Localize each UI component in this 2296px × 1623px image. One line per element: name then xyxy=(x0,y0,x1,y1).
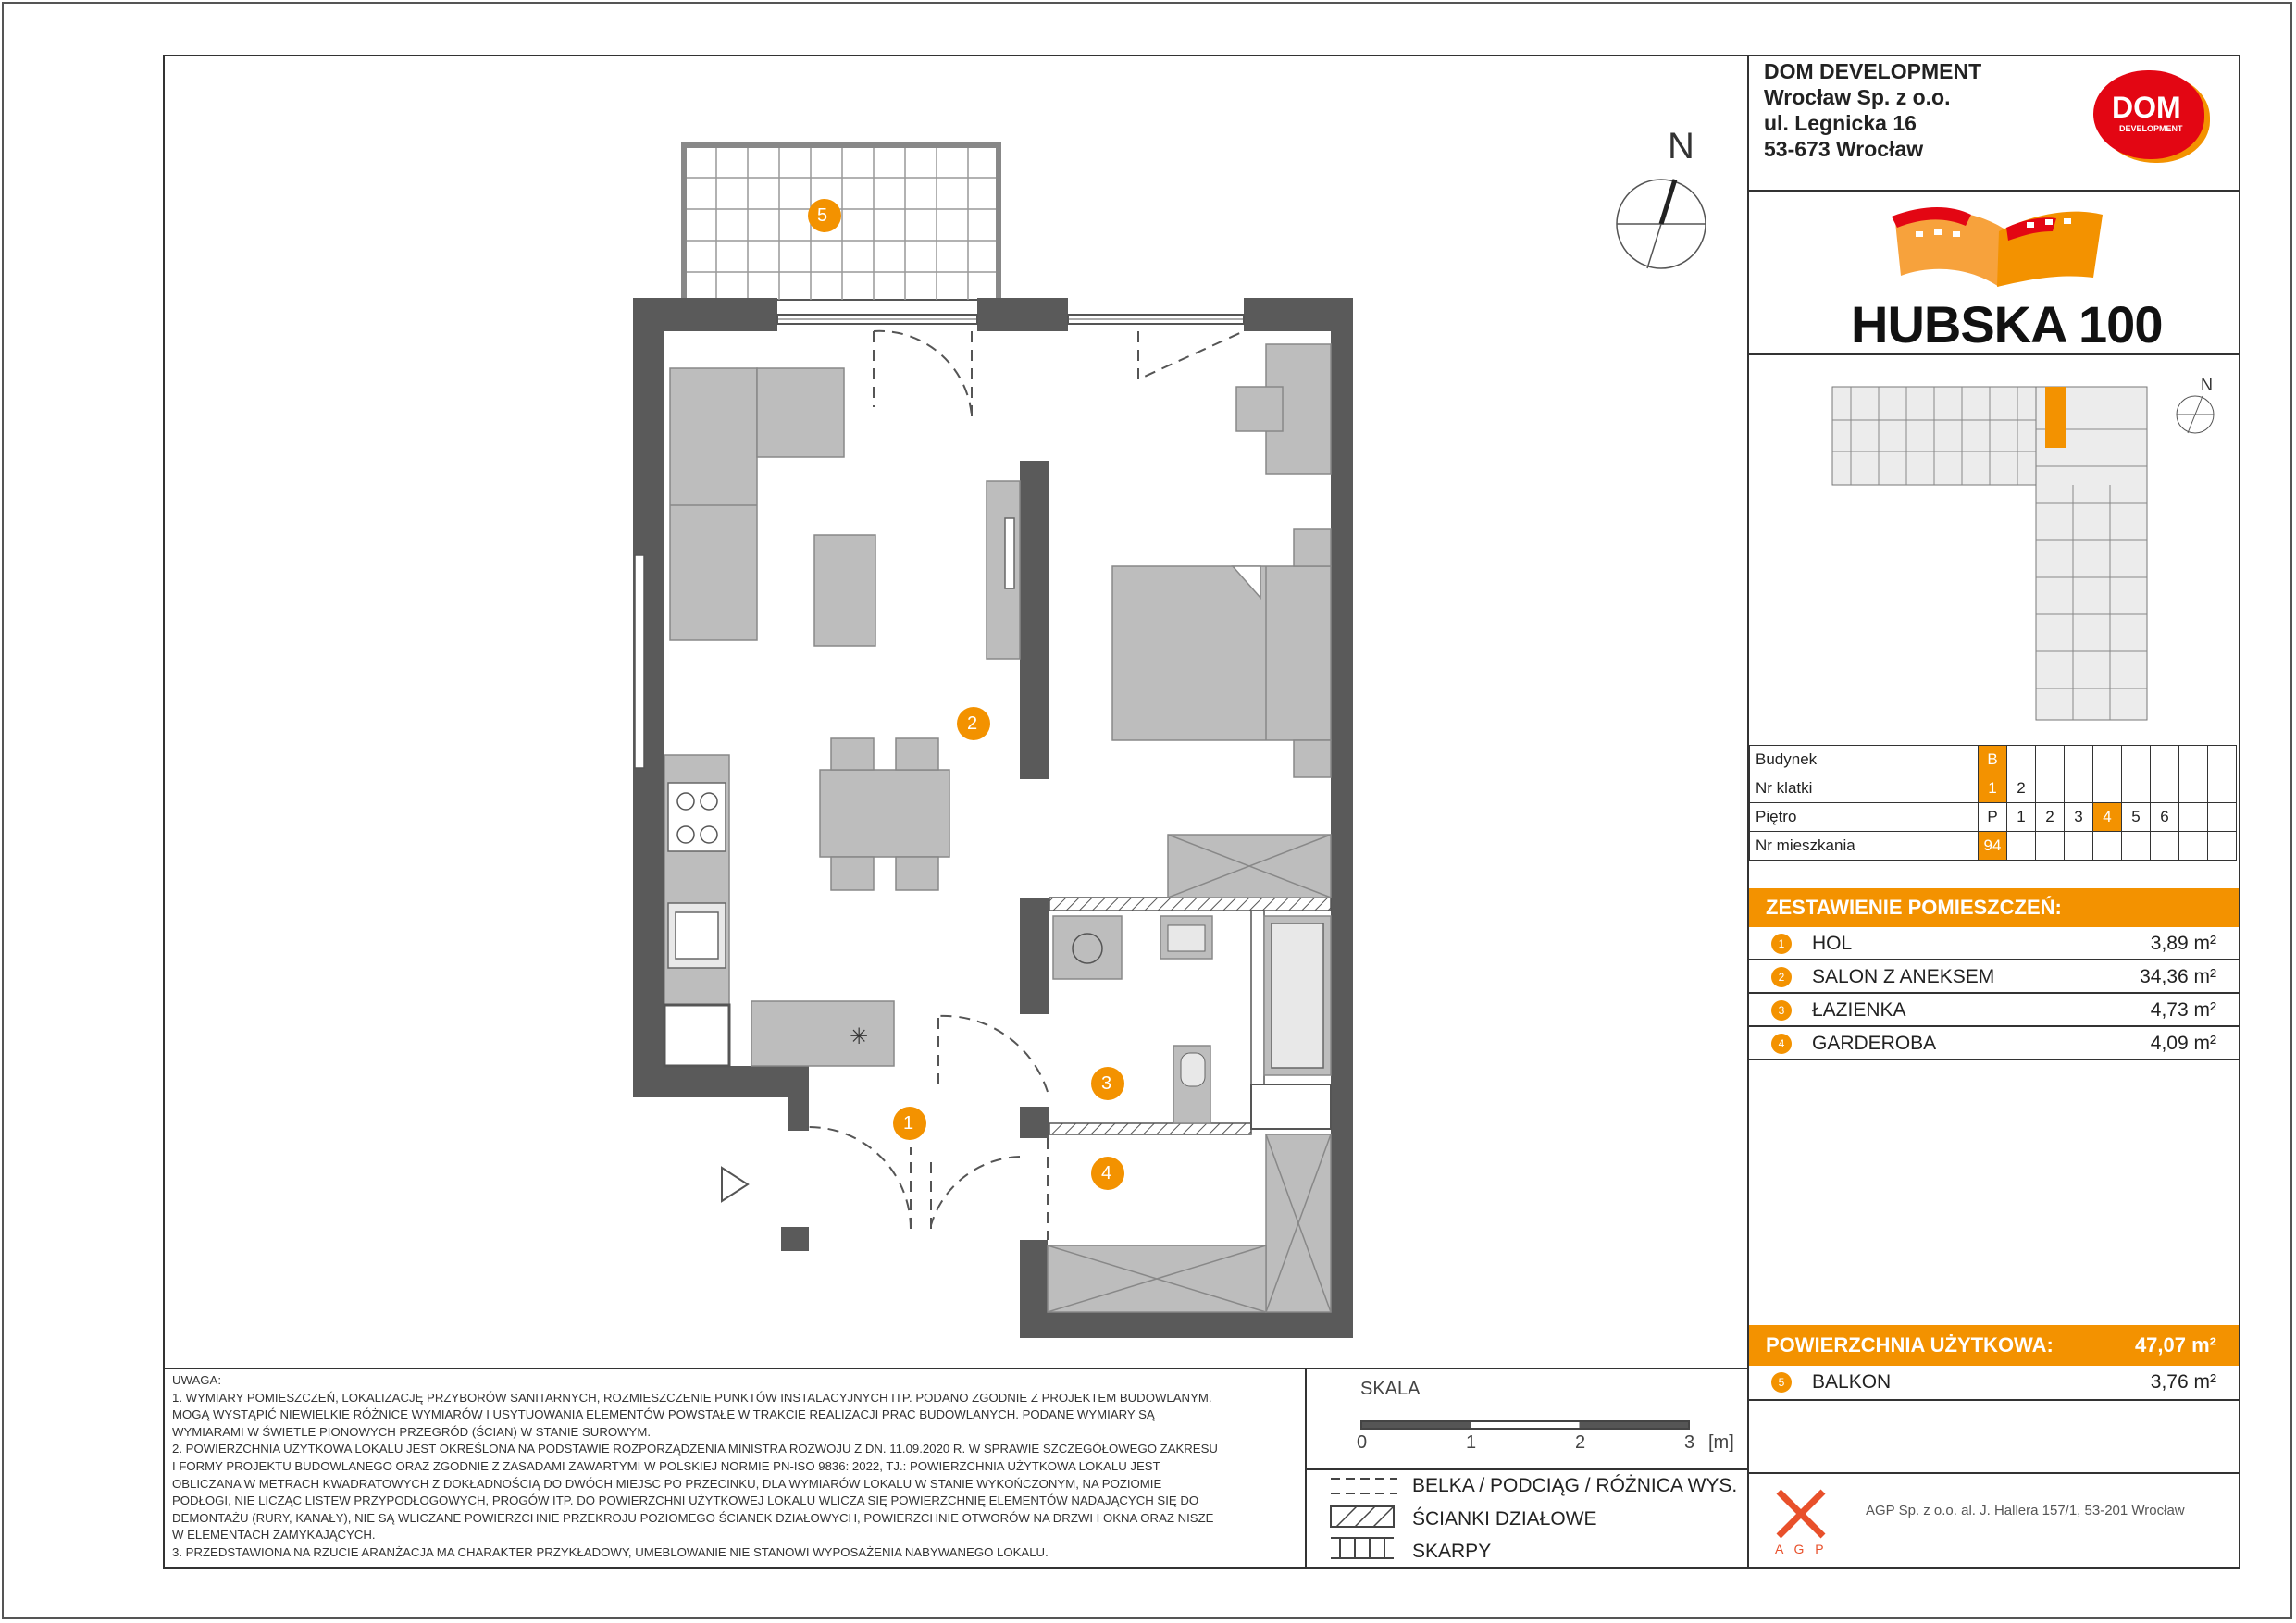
info-cell xyxy=(2208,746,2237,774)
info-cell xyxy=(2007,746,2036,774)
note-line: MOGĄ WYSTĄPIĆ NIEWIELKIE RÓŻNICE WYMIARÓW I USYTUOWANIA ELEMENTÓW POWSTAŁE W TRAKCIE REALIZACJI PRAC BUDOWLANYCH. PODANE WYMIARY SĄ xyxy=(172,1407,1155,1422)
legend-beam-label: BELKA / PODCIĄG / RÓŻNICA WYS. xyxy=(1412,1475,1738,1496)
info-cell xyxy=(2179,746,2208,774)
info-cell: P xyxy=(1979,803,2007,832)
info-cell xyxy=(2065,746,2093,774)
beam-symbol xyxy=(1331,1479,1397,1493)
balcony xyxy=(681,142,1001,300)
wardrobe xyxy=(1168,835,1331,898)
info-cell xyxy=(2151,832,2179,861)
room-row xyxy=(1749,1027,2239,1060)
scale-tick-0: 0 xyxy=(1357,1432,1368,1453)
info-row xyxy=(1750,774,2237,803)
room-num: 1 xyxy=(1771,934,1792,954)
info-row-label: Nr klatki xyxy=(1750,774,1979,803)
info-cell xyxy=(2122,746,2151,774)
info-cell xyxy=(2208,774,2237,803)
slope-symbol xyxy=(1331,1538,1394,1558)
legend-partition-label: ŚCIANKI DZIAŁOWE xyxy=(1412,1508,1597,1530)
company-line2: Wrocław Sp. z o.o. xyxy=(1764,85,1951,109)
info-cell: 3 xyxy=(2065,803,2093,832)
balcony-row: 5 BALKON 3,76 m² xyxy=(1749,1366,2239,1401)
room-num: 4 xyxy=(1771,1034,1792,1054)
scale-label: SKALA xyxy=(1360,1379,1421,1399)
room-num: 2 xyxy=(1771,967,1792,987)
room-label-4: 4 xyxy=(1101,1163,1112,1183)
room-num: 3 xyxy=(1771,1000,1792,1021)
room-area: 3,89 m² xyxy=(2150,933,2216,954)
scale-unit: [m] xyxy=(1708,1432,1734,1453)
info-cell: 4 xyxy=(2093,803,2122,832)
info-cell: 6 xyxy=(2151,803,2179,832)
room-area: 34,36 m² xyxy=(2140,966,2216,987)
info-cell xyxy=(2208,832,2237,861)
legend-slope-label: SKARPY xyxy=(1412,1541,1492,1562)
info-cell xyxy=(2151,746,2179,774)
room-name: HOL xyxy=(1812,933,1853,954)
company-line4: 53-673 Wrocław xyxy=(1764,137,1924,161)
project-logo-graphic xyxy=(1888,194,2110,296)
interior-walls xyxy=(1020,461,1049,1138)
info-cell xyxy=(2179,832,2208,861)
room-name: GARDEROBA xyxy=(1812,1033,1937,1054)
wardrobe-closets xyxy=(1048,1134,1331,1312)
room-name: ŁAZIENKA xyxy=(1812,999,1906,1021)
notes-block xyxy=(172,1372,1297,1562)
info-cell: 94 xyxy=(1979,832,2007,861)
room-area: 4,73 m² xyxy=(2150,999,2216,1021)
agp-logo xyxy=(1773,1486,1829,1542)
room-row xyxy=(1749,960,2239,994)
info-row xyxy=(1750,803,2237,832)
company-line3: ul. Legnicka 16 xyxy=(1764,111,1917,135)
info-row xyxy=(1750,832,2237,861)
scale-bar xyxy=(1360,1420,1690,1430)
notes-heading: UWAGA: xyxy=(172,1373,221,1387)
info-row-label: Budynek xyxy=(1750,746,1979,774)
info-cell: B xyxy=(1979,746,2007,774)
note-line: W ELEMENTACH ZAMYKAJĄCYCH. xyxy=(172,1528,376,1542)
note-line: I FORMY PROJEKTU BUDOWLANEGO ORAZ ZGODNIE Z ZASADAMI ZAWARTYMI W POLSKIEJ NORMIE PN-ISO 9836: 2022, TJ.: POWIERZCHNIA UŻYTKOWA LOKALU JEST xyxy=(172,1458,1160,1473)
info-cell: 2 xyxy=(2007,774,2036,803)
rooms-summary-header: ZESTAWIENIE POMIESZCZEŃ: xyxy=(1749,888,2239,927)
dining-set xyxy=(820,738,949,890)
desk-and-chair xyxy=(1236,344,1331,474)
compass xyxy=(1617,180,1706,268)
notes-top-divider xyxy=(163,1368,1749,1369)
info-cell xyxy=(2122,832,2151,861)
apartment-info-table xyxy=(1749,745,2237,861)
room-row xyxy=(1749,994,2239,1027)
note-line: 1. WYMIARY POMIESZCZEŃ, LOKALIZACJĘ PRZYBORÓW SANITARNYCH, ROZMIESZCZENIE PUNKTÓW INSTALACYJNYCH ITP. PODANO ZGODNIE Z PROJEKTEM BUDOWLANYM. xyxy=(172,1390,1212,1405)
legend-divider xyxy=(1305,1468,1749,1470)
note-line: OBLICZANA W METRACH KWADRATOWYCH Z DOKŁADNOŚCIĄ DO DWÓCH MIEJSC PO PRZECINKU, DLA WYMIARÓW LOKALU W STANIE WYKOŃCZONYM, NA POZIOMIE xyxy=(172,1476,1162,1491)
architect-divider xyxy=(1747,1472,2239,1474)
bed xyxy=(1112,529,1331,777)
room-name: SALON Z ANEKSEM xyxy=(1812,966,1995,987)
note-line: 2. POWIERZCHNIA UŻYTKOWA LOKALU JEST OKREŚLONA NA PODSTAWIE ROZPORZĄDZENIA MINISTRA ROZWOJU Z DN. 11.09.2020 R. W SPRAWIE SZCZEGÓŁOWEGO ZAKRESU xyxy=(172,1442,1218,1456)
info-cell xyxy=(2036,774,2065,803)
total-area-bar: POWIERZCHNIA UŻYTKOWA: 47,07 m² xyxy=(1749,1325,2239,1366)
info-cell xyxy=(2007,832,2036,861)
info-cell: 5 xyxy=(2122,803,2151,832)
info-row-label: Piętro xyxy=(1750,803,1979,832)
entrance-arrow xyxy=(722,1168,748,1201)
info-cell: 1 xyxy=(2007,803,2036,832)
info-cell xyxy=(2065,832,2093,861)
note-line: WYMIARAMI W ŚWIETLE PIONOWYCH PRZEGRÓD (ŚCIAN) W STANIE SUROWYM. xyxy=(172,1424,652,1439)
info-cell xyxy=(2093,746,2122,774)
info-cell xyxy=(2208,803,2237,832)
info-cell xyxy=(2093,832,2122,861)
info-cell xyxy=(2122,774,2151,803)
company-name: DOM DEVELOPMENT xyxy=(1764,59,1982,83)
room-area: 4,09 m² xyxy=(2150,1033,2216,1054)
room-label-1: 1 xyxy=(903,1113,914,1134)
tv-unit xyxy=(987,481,1020,659)
room-label-2: 2 xyxy=(967,713,978,734)
svg-text:✳: ✳ xyxy=(850,1023,869,1049)
info-cell xyxy=(2036,746,2065,774)
info-cell xyxy=(2179,803,2208,832)
scale-tick-1: 1 xyxy=(1466,1432,1477,1453)
key-plan-north-label: N xyxy=(2201,376,2213,394)
partition-symbol xyxy=(1331,1506,1394,1527)
info-cell: 2 xyxy=(2036,803,2065,832)
room-row xyxy=(1749,927,2239,960)
note-line: PODŁOGI, NIE LICZĄC LISTEW PRZYPODŁOGOWYCH, PROGÓW ITP. DO POWIERZCHNI UŻYTKOWEJ LOKALU WLICZA SIĘ POWIERZCHNIĘ ELEMENTÓW NADAJĄCYCH SIĘ DO xyxy=(172,1493,1199,1508)
building-key-plan xyxy=(1814,374,2221,725)
info-cell xyxy=(2179,774,2208,803)
note-line: 3. PRZEDSTAWIONA NA RZUCIE ARANŻACJA MA CHARAKTER PRZYKŁADOWY, UMEBLOWANIE NIE STANOWI WYPOSAŻENIA NABYWANEGO LOKALU. xyxy=(172,1544,1049,1559)
info-cell xyxy=(2151,774,2179,803)
north-label: N xyxy=(1668,126,1694,167)
info-cell xyxy=(2036,832,2065,861)
architect-address: AGP Sp. z o.o. al. J. Hallera 157/1, 53-201 Wrocław xyxy=(1866,1503,2185,1518)
info-cell xyxy=(2065,774,2093,803)
agp-logo-text: A G P xyxy=(1775,1542,1828,1556)
header-divider xyxy=(1747,190,2239,192)
dom-development-logo: DOM DEVELOPMENT xyxy=(2093,70,2204,159)
scale-tick-3: 3 xyxy=(1684,1432,1695,1453)
info-cell xyxy=(2093,774,2122,803)
project-title: HUBSKA 100 xyxy=(1851,295,2163,353)
legend-symbols xyxy=(1327,1473,1401,1566)
info-cell: 1 xyxy=(1979,774,2007,803)
room-label-3: 3 xyxy=(1101,1073,1112,1094)
room-label-5: 5 xyxy=(817,205,828,226)
key-plan-compass xyxy=(2177,396,2214,433)
coffee-table xyxy=(814,535,875,646)
balcony-door-swings xyxy=(874,331,1244,416)
scale-tick-2: 2 xyxy=(1575,1432,1586,1453)
info-row-label: Nr mieszkania xyxy=(1750,832,1979,861)
info-row xyxy=(1750,746,2237,774)
note-line: DEMONTAŻU (RURY, KANAŁY), NIE SĄ WLICZANE POWIERZCHNIE PRZEKROJU POZIOMEGO ŚCIANEK DZIAŁOWYCH, POWIERZCHNIE OTWORÓW NA DRZWI I OKNA ORAZ NISZE xyxy=(172,1510,1214,1525)
